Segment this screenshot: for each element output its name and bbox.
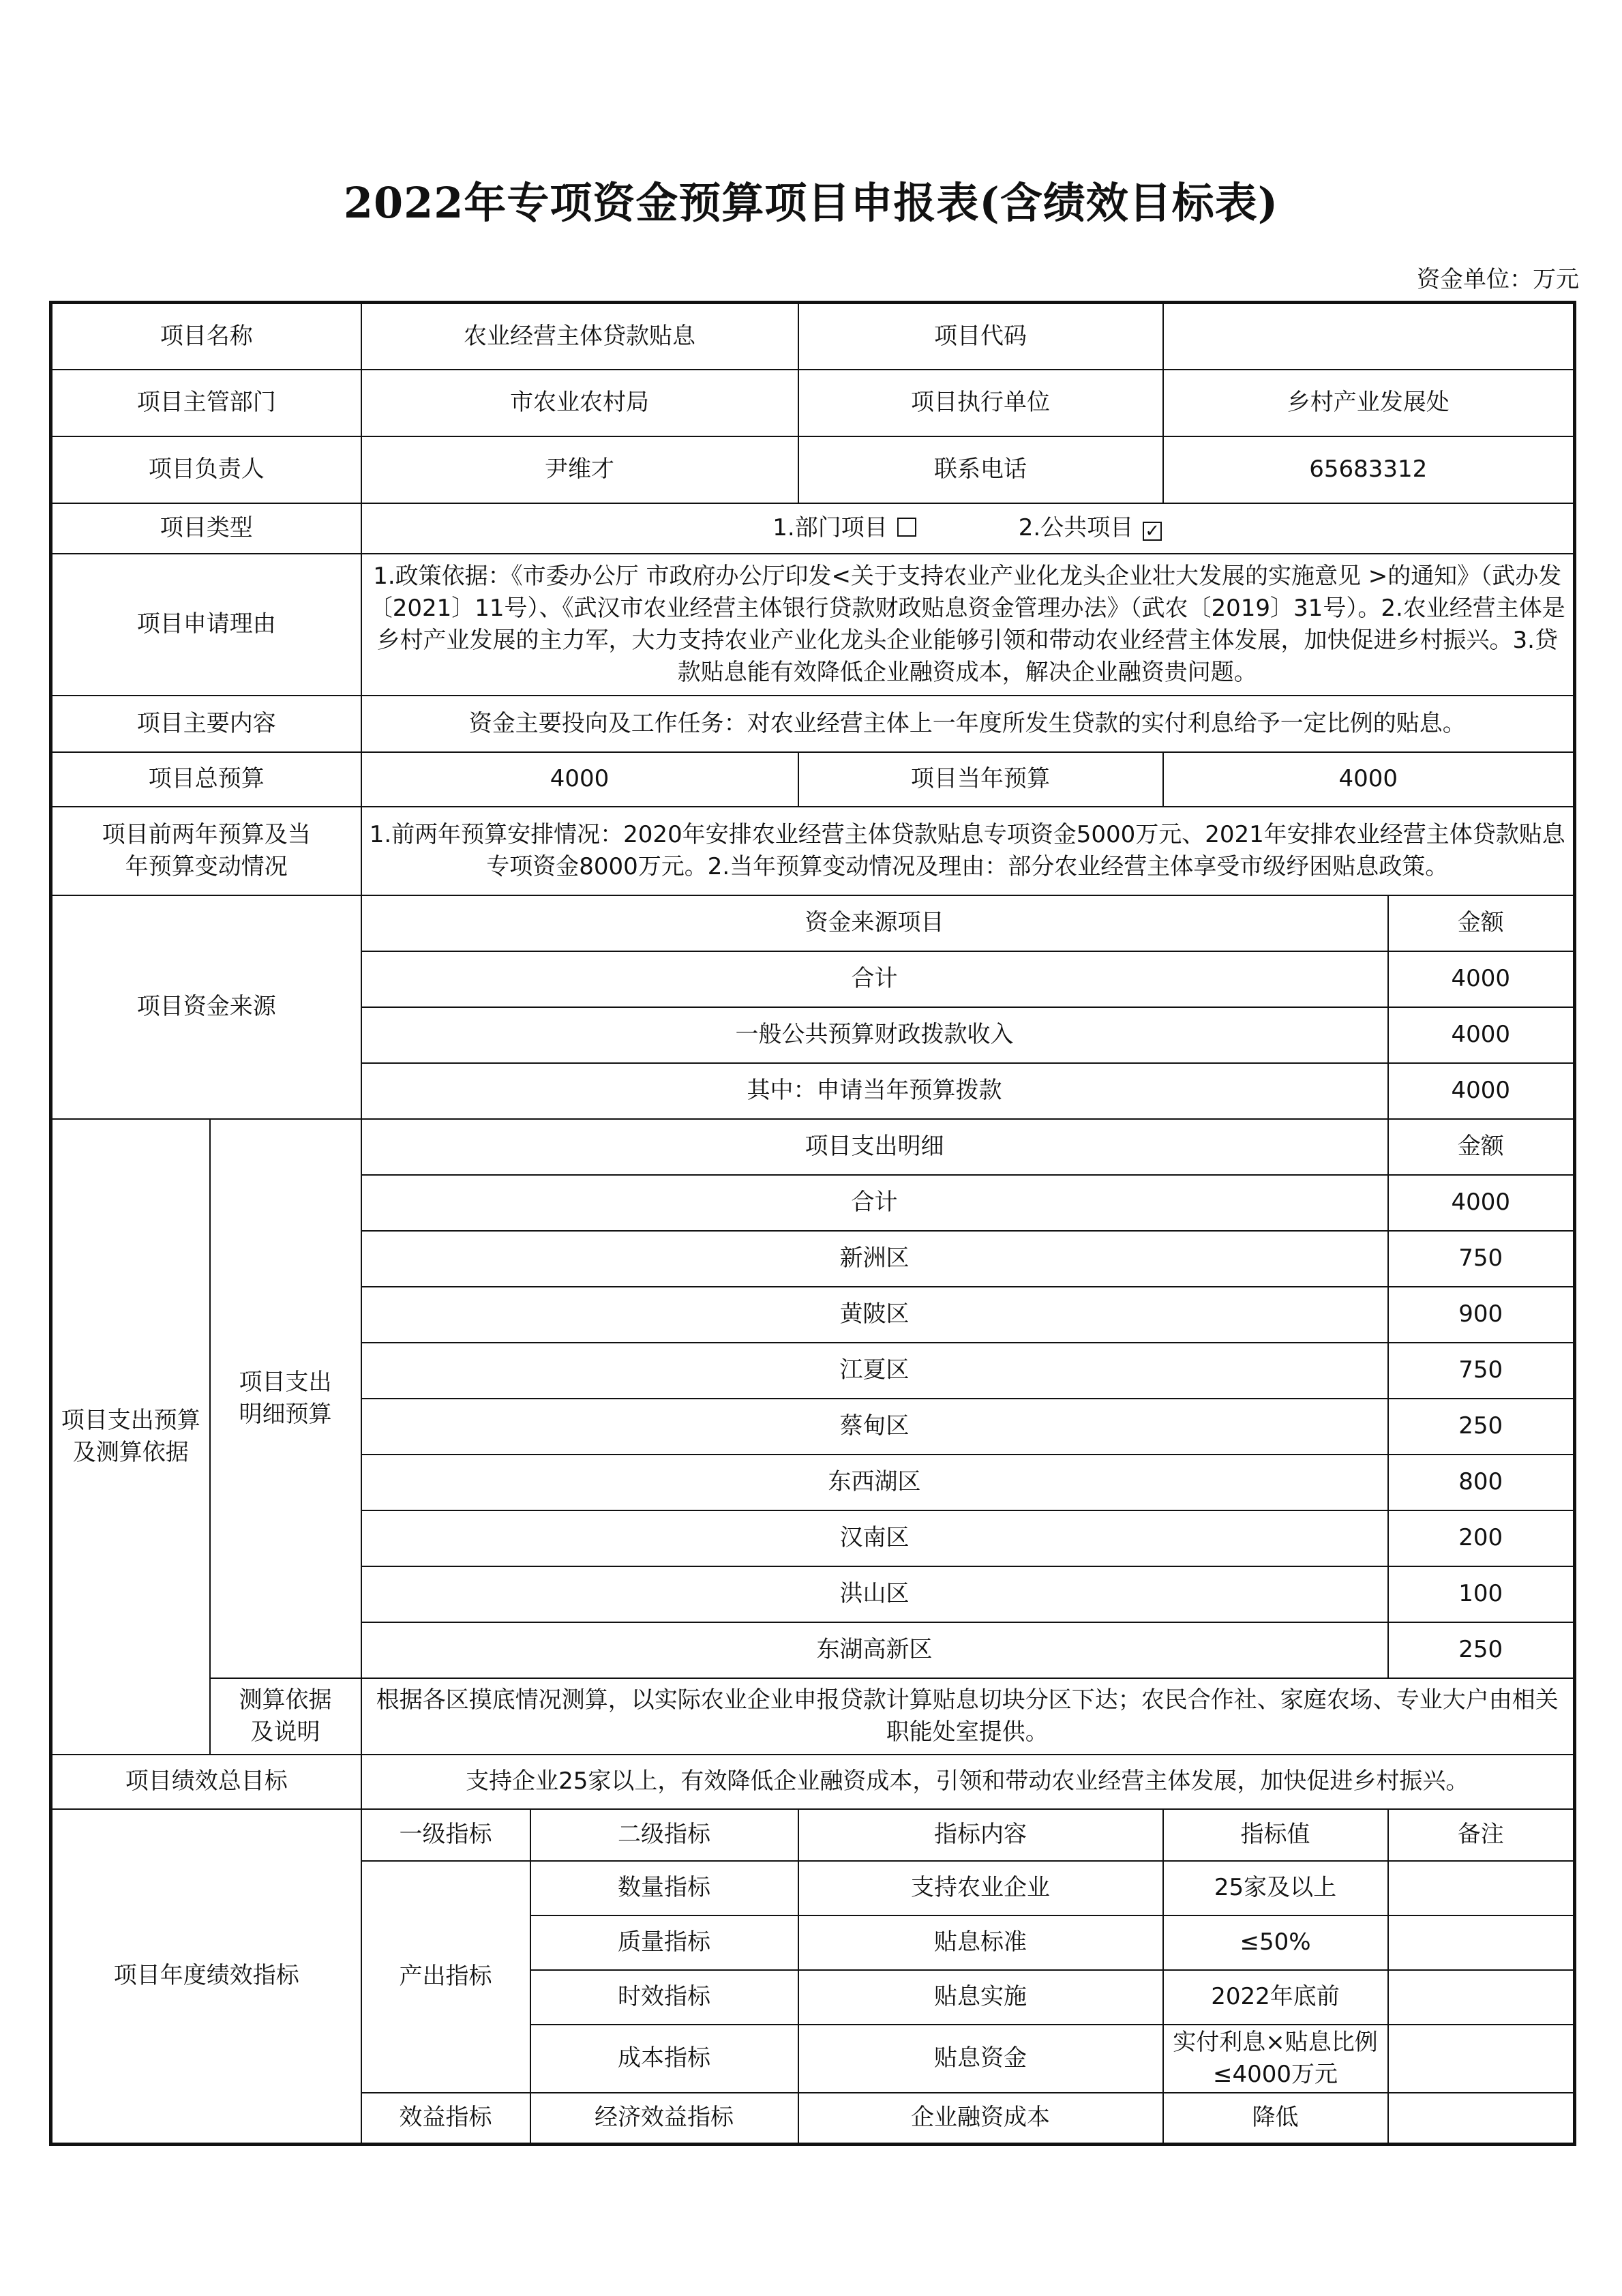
table-row (51, 1119, 1575, 1175)
expense-amount: 800 (1388, 1455, 1575, 1510)
indicator-value: 2022年底前 (1163, 1970, 1388, 2025)
indicator-level2: 经济效益指标 (530, 2093, 798, 2145)
cell-label: 项目类型 (51, 503, 361, 554)
cell-label: 项目主要内容 (51, 696, 361, 752)
expense-item: 蔡甸区 (361, 1399, 1388, 1455)
cell-label: 项目前两年预算及当年预算变动情况 (51, 807, 361, 895)
project-dept: 市农业农村局 (361, 370, 798, 436)
table-row (51, 807, 1575, 895)
expense-amount: 200 (1388, 1510, 1575, 1566)
funding-amount: 4000 (1388, 951, 1575, 1007)
funding-header-item: 资金来源项目 (361, 895, 1388, 951)
year-budget: 4000 (1163, 752, 1575, 807)
project-reason: 1.政策依据：《市委办公厅 市政府办公厅印发<关于支持农业产业化龙头企业壮大发展的实施意见 >的通知》（武办发〔2021〕11号）、《武汉市农业经营主体银行贷款财政贴息资金管理办法》（武农〔2019〕31号）。2.农业经营主体是乡村产业发展的主力军，大力支持农业产业化龙头企业能够引领和带动农业经营主体发展，加快促进乡村振兴。3.贷款贴息能有效降低企业融资成本，解决企业融资贵问题。 (361, 554, 1575, 696)
cell-label: 项目主管部门 (51, 370, 361, 436)
cell-label: 项目当年预算 (798, 752, 1163, 807)
cell-label: 项目总预算 (51, 752, 361, 807)
indicator-note (1388, 1861, 1575, 1915)
type-option-dept: 1.部门项目 (772, 514, 888, 541)
expense-amount: 100 (1388, 1566, 1575, 1622)
funding-item: 其中：申请当年预算拨款 (361, 1063, 1388, 1119)
checkbox-public-checked[interactable]: ✓ (1143, 522, 1162, 541)
cell-label: 项目绩效总目标 (51, 1755, 361, 1809)
project-phone: 65683312 (1163, 436, 1575, 503)
type-option-public: 2.公共项目 (1018, 514, 1134, 541)
expense-item: 新洲区 (361, 1231, 1388, 1287)
indicator-header: 二级指标 (530, 1809, 798, 1861)
expense-amount: 750 (1388, 1343, 1575, 1399)
expense-amount: 250 (1388, 1399, 1575, 1455)
table-row (51, 895, 1575, 951)
cell-label: 项目名称 (51, 303, 361, 370)
table-row (51, 752, 1575, 807)
unit-label: 资金单位：万元 (1417, 266, 1579, 293)
table-row (51, 1809, 1575, 1861)
expense-header-amount: 金额 (1388, 1119, 1575, 1175)
indicator-content: 企业融资成本 (798, 2093, 1163, 2145)
indicator-level1: 效益指标 (361, 2093, 530, 2145)
expense-item: 汉南区 (361, 1510, 1388, 1566)
indicator-header: 指标内容 (798, 1809, 1163, 1861)
expense-item: 东湖高新区 (361, 1622, 1388, 1678)
funding-item: 合计 (361, 951, 1388, 1007)
cell-label: 项目支出预算及测算依据 (51, 1119, 210, 1755)
funding-amount: 4000 (1388, 1063, 1575, 1119)
cell-label: 项目负责人 (51, 436, 361, 503)
total-budget: 4000 (361, 752, 798, 807)
indicator-value: 实付利息×贴息比例≤4000万元 (1163, 2025, 1388, 2093)
expense-amount: 250 (1388, 1622, 1575, 1678)
expense-basis: 根据各区摸底情况测算，以实际农业企业申报贷款计算贴息切块分区下达；农民合作社、家庭农场、专业大户由相关职能处室提供。 (361, 1678, 1575, 1755)
cell-label: 项目年度绩效指标 (51, 1809, 361, 2145)
indicator-content: 贴息标准 (798, 1915, 1163, 1970)
funding-amount: 4000 (1388, 1007, 1575, 1063)
expense-item: 江夏区 (361, 1343, 1388, 1399)
indicator-note (1388, 2025, 1575, 2093)
page-title: 2022年专项资金预算项目申报表(含绩效目标表) (343, 178, 1279, 228)
table-row (51, 696, 1575, 752)
performance-goal: 支持企业25家以上，有效降低企业融资成本，引领和带动农业经营主体发展，加快促进乡村振兴。 (361, 1755, 1575, 1809)
project-content: 资金主要投向及工作任务：对农业经营主体上一年度所发生贷款的实付利息给予一定比例的贴息。 (361, 696, 1575, 752)
table-row (51, 303, 1575, 370)
indicator-level2: 质量指标 (530, 1915, 798, 1970)
project-leader: 尹维才 (361, 436, 798, 503)
cell-label: 联系电话 (798, 436, 1163, 503)
project-exec: 乡村产业发展处 (1163, 370, 1575, 436)
checkbox-dept[interactable] (897, 518, 916, 537)
indicator-level2: 数量指标 (530, 1861, 798, 1915)
project-code (1163, 303, 1575, 370)
indicator-header: 备注 (1388, 1809, 1575, 1861)
expense-item: 洪山区 (361, 1566, 1388, 1622)
indicator-content: 贴息实施 (798, 1970, 1163, 2025)
cell-label: 项目执行单位 (798, 370, 1163, 436)
budget-table (49, 301, 1576, 2146)
project-change: 1.前两年预算安排情况：2020年安排农业经营主体贷款贴息专项资金5000万元、2021年安排农业经营主体贷款贴息专项资金8000万元。2.当年预算变动情况及理由：部分农业经营主体享受市级纾困贴息政策。 (361, 807, 1575, 895)
table-row (51, 503, 1575, 554)
indicator-level1: 产出指标 (361, 1861, 530, 2093)
project-type-options (361, 503, 1575, 554)
cell-label: 项目申请理由 (51, 554, 361, 696)
indicator-note (1388, 2093, 1575, 2145)
funding-header-amount: 金额 (1388, 895, 1575, 951)
funding-item: 一般公共预算财政拨款收入 (361, 1007, 1388, 1063)
indicator-header: 一级指标 (361, 1809, 530, 1861)
indicator-content: 贴息资金 (798, 2025, 1163, 2093)
table-row (51, 1755, 1575, 1809)
expense-amount: 4000 (1388, 1175, 1575, 1231)
indicator-value: 降低 (1163, 2093, 1388, 2145)
indicator-level2: 时效指标 (530, 1970, 798, 2025)
expense-amount: 900 (1388, 1287, 1575, 1343)
indicator-note (1388, 1915, 1575, 1970)
expense-item: 黄陂区 (361, 1287, 1388, 1343)
cell-label: 测算依据及说明 (210, 1678, 361, 1755)
expense-header-item: 项目支出明细 (361, 1119, 1388, 1175)
expense-item: 合计 (361, 1175, 1388, 1231)
table-row (51, 370, 1575, 436)
cell-label: 项目代码 (798, 303, 1163, 370)
table-row (51, 436, 1575, 503)
indicator-header: 指标值 (1163, 1809, 1388, 1861)
expense-item: 东西湖区 (361, 1455, 1388, 1510)
indicator-value: 25家及以上 (1163, 1861, 1388, 1915)
project-name: 农业经营主体贷款贴息 (361, 303, 798, 370)
table-row (51, 554, 1575, 696)
indicator-note (1388, 1970, 1575, 2025)
cell-label: 项目支出明细预算 (210, 1119, 361, 1678)
indicator-content: 支持农业企业 (798, 1861, 1163, 1915)
cell-label: 项目资金来源 (51, 895, 361, 1119)
indicator-value: ≤50% (1163, 1915, 1388, 1970)
indicator-level2: 成本指标 (530, 2025, 798, 2093)
table-row (51, 1678, 1575, 1755)
expense-amount: 750 (1388, 1231, 1575, 1287)
